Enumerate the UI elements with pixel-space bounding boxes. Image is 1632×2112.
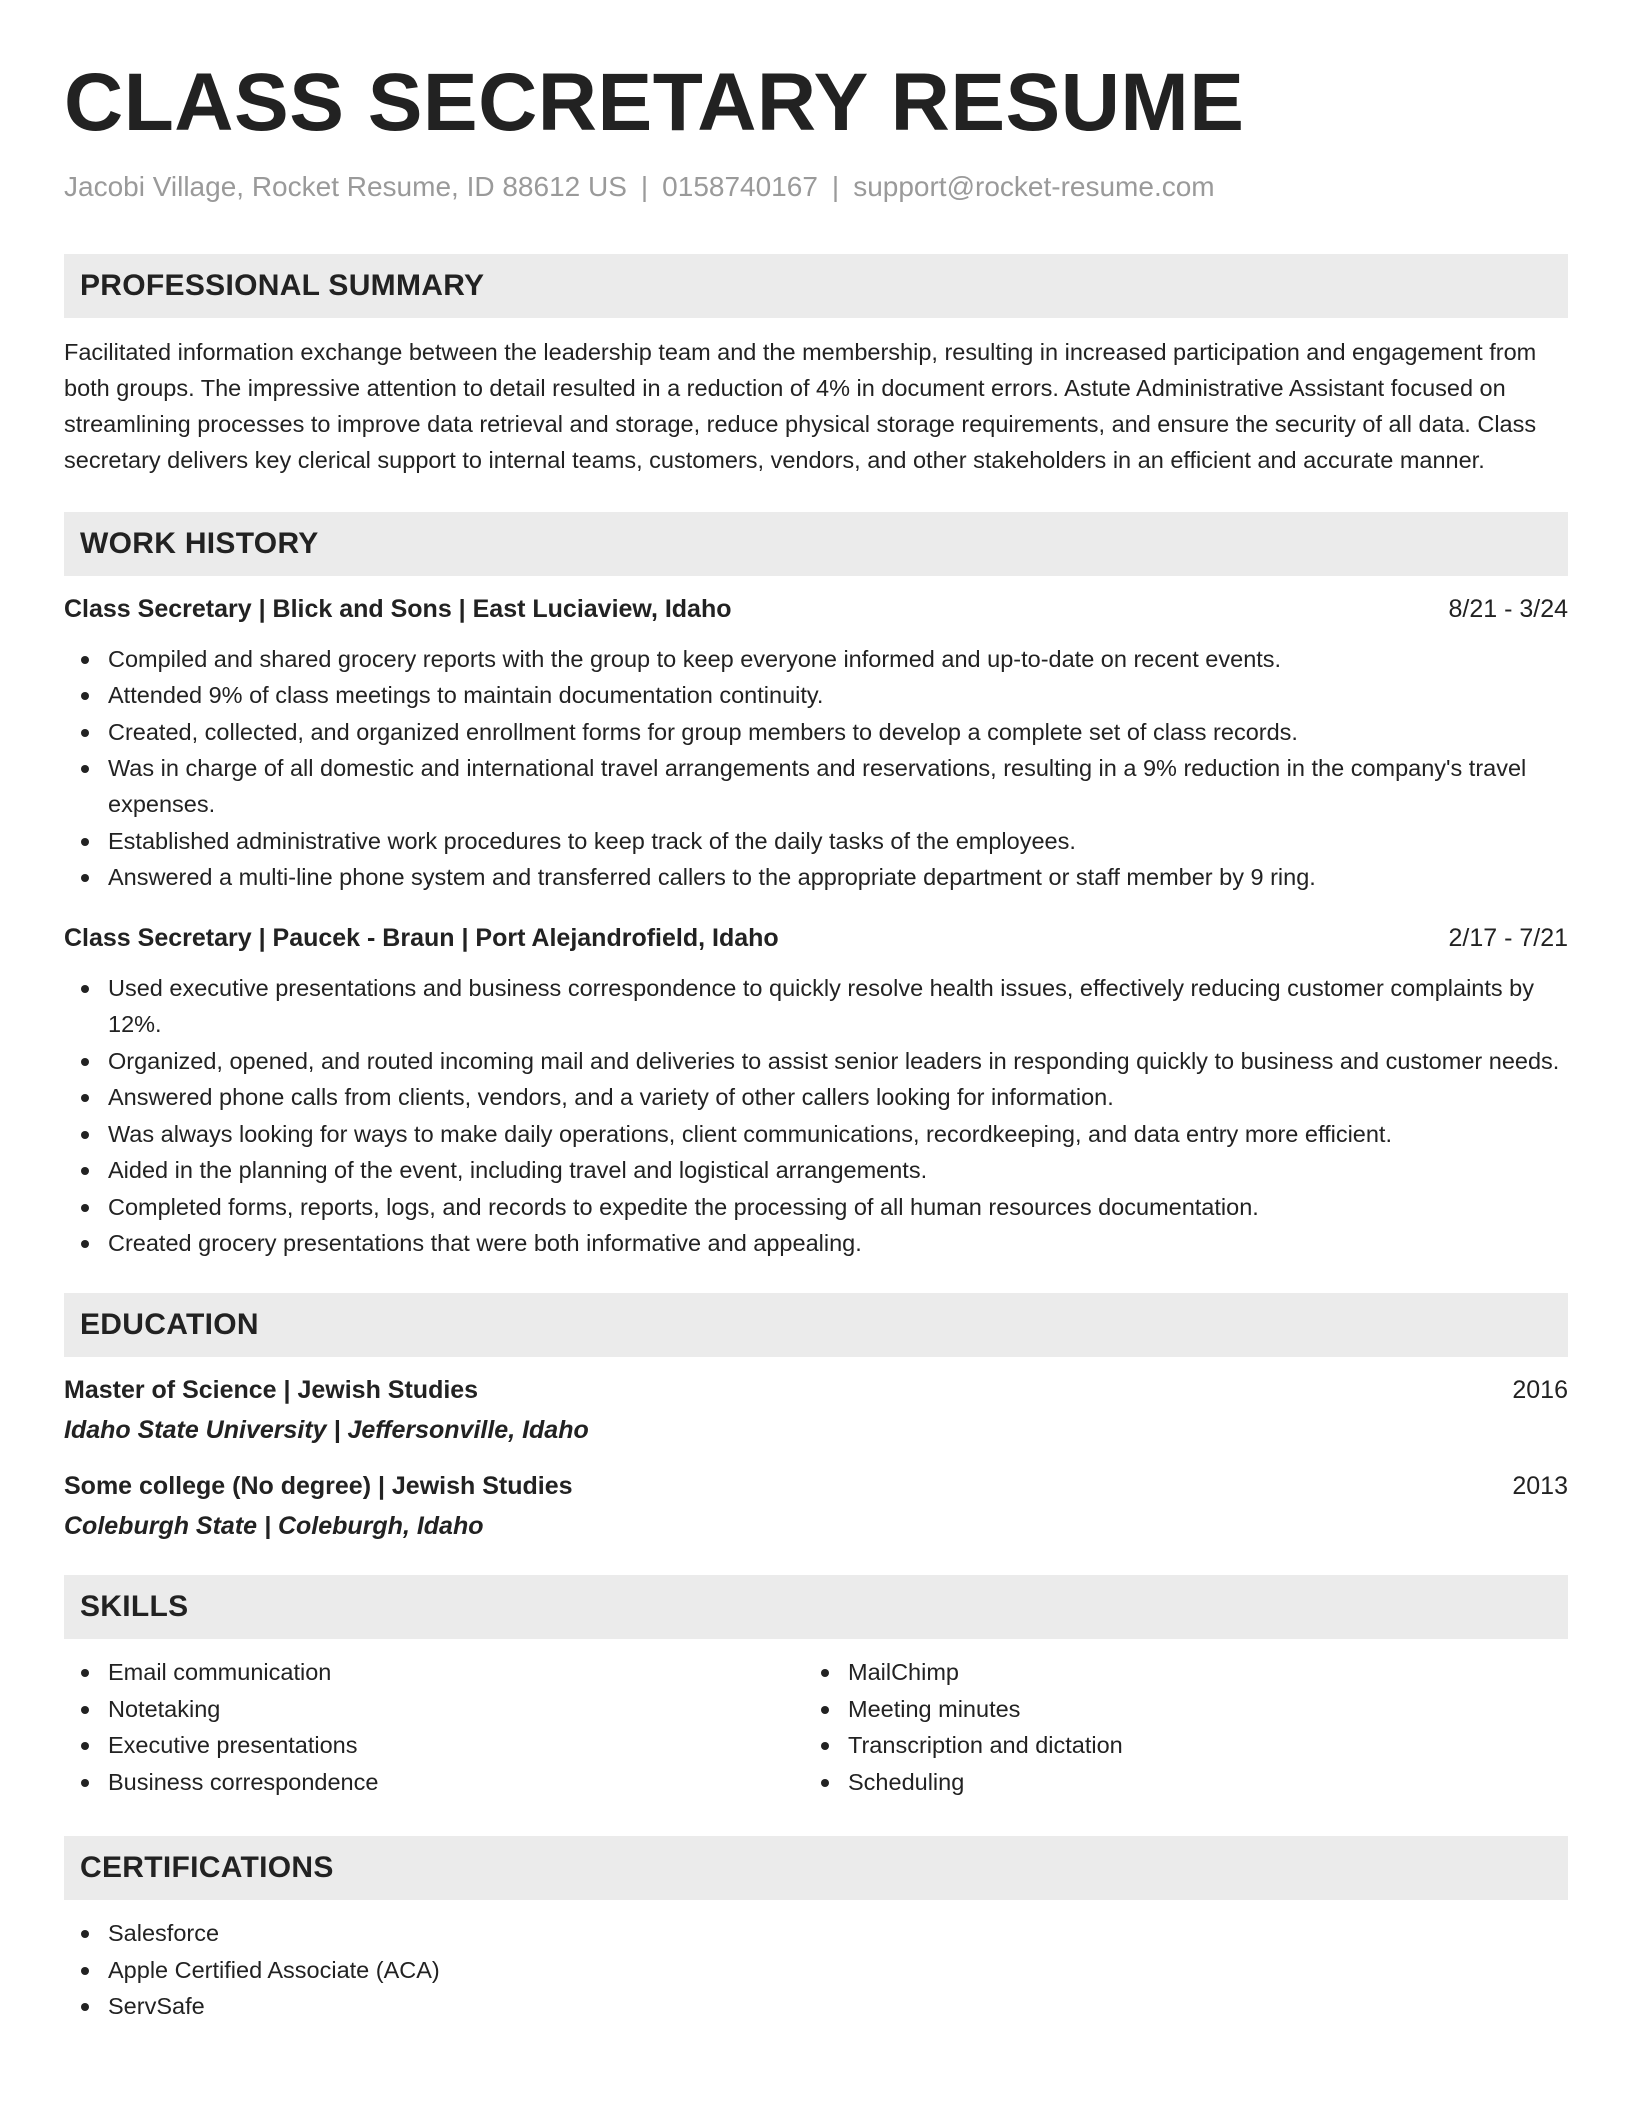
list-item: Salesforce [64,1915,1568,1951]
resume-title: CLASS SECRETARY RESUME [64,57,1245,148]
job-title: Class Secretary | Paucek - Braun | Port Alejandrofield, Idaho [64,924,779,953]
skills-list [64,1654,804,1800]
list-item: Answered phone calls from clients, vendors, and a variety of other callers looking for information. [64,1079,1568,1115]
job-bullet-list [64,970,1568,1261]
list-item: Notetaking [64,1691,804,1727]
list-item: Aided in the planning of the event, including travel and logistical arrangements. [64,1152,1568,1188]
job-heading-row [64,921,1568,955]
skills-columns [64,1654,1568,1800]
education-entry [64,1373,1568,1447]
school-name: Idaho State University | Jeffersonville, Idaho [64,1416,589,1445]
job-title: Class Secretary | Blick and Sons | East Luciaview, Idaho [64,594,732,623]
job-bullet-list [64,641,1568,896]
list-item: Apple Certified Associate (ACA) [64,1952,1568,1988]
list-item: Created, collected, and organized enrollment forms for group members to develop a complete set of class records. [64,714,1568,750]
contact-separator: | [640,171,649,202]
job-entry [64,921,1568,1261]
education-entry [64,1469,1568,1543]
list-item: Completed forms, reports, logs, and records to expedite the processing of all human resources documentation. [64,1189,1568,1225]
list-item: Scheduling [804,1764,1568,1800]
list-item: Answered a multi-line phone system and transferred callers to the appropriate department or staff member by 9 ring. [64,859,1568,895]
section-header-work-history: WORK HISTORY [64,512,1568,576]
skills-column-right [804,1654,1568,1800]
list-item: ServSafe [64,1988,1568,2024]
skills-list [804,1654,1568,1800]
degree-title: Some college (No degree) | Jewish Studies [64,1472,573,1501]
list-item: Established administrative work procedures to keep track of the daily tasks of the employees. [64,823,1568,859]
contact-address: Jacobi Village, Rocket Resume, ID 88612 US [64,171,627,202]
degree-title: Master of Science | Jewish Studies [64,1376,479,1405]
list-item: Used executive presentations and business correspondence to quickly resolve health issues, effectively reducing customer complaints by 12%. [64,970,1568,1042]
contact-line [64,170,1568,204]
summary-paragraph: Facilitated information exchange between the leadership team and the membership, resulting in increased participation and engagement from both groups. The impressive attention to detail resulted in a reduction of 4% in document errors. Astute Administrative Assistant focused on streamlining processes to improve data retrieval and storage, reduce physical storage requirements, and ensure the security of all data. Class secretary delivers key clerical support to internal teams, customers, vendors, and other stakeholders in an efficient and accurate manner. [64,338,1537,473]
education-heading-row [64,1373,1568,1407]
section-header-certifications: CERTIFICATIONS [64,1836,1568,1900]
certifications-list [64,1915,1568,2024]
list-item: Meeting minutes [804,1691,1568,1727]
section-header-skills: SKILLS [64,1575,1568,1639]
list-item: MailChimp [804,1654,1568,1690]
list-item: Created grocery presentations that were both informative and appealing. [64,1225,1568,1261]
job-heading-row [64,592,1568,626]
education-heading-row [64,1469,1568,1503]
list-item: Was always looking for ways to make daily operations, client communications, recordkeeping, and data entry more efficient. [64,1116,1568,1152]
list-item: Attended 9% of class meetings to maintain documentation continuity. [64,677,1568,713]
list-item: Email communication [64,1654,804,1690]
contact-separator: | [831,171,840,202]
section-header-education: EDUCATION [64,1293,1568,1357]
section-header-summary: PROFESSIONAL SUMMARY [64,254,1568,318]
list-item: Executive presentations [64,1727,804,1763]
graduation-year: 2016 [1512,1376,1568,1405]
contact-phone: 0158740167 [662,171,818,202]
job-entry [64,592,1568,896]
job-dates: 2/17 - 7/21 [1448,924,1568,953]
list-item: Organized, opened, and routed incoming mail and deliveries to assist senior leaders in responding quickly to business and customer needs. [64,1043,1568,1079]
list-item: Business correspondence [64,1764,804,1800]
list-item: Was in charge of all domestic and international travel arrangements and reservations, resulting in a 9% reduction in the company's travel expenses. [64,750,1568,822]
list-item: Transcription and dictation [804,1727,1568,1763]
list-item: Compiled and shared grocery reports with the group to keep everyone informed and up-to-date on recent events. [64,641,1568,677]
contact-email: support@rocket-resume.com [853,171,1215,202]
skills-column-left [64,1654,804,1800]
school-name: Coleburgh State | Coleburgh, Idaho [64,1512,484,1541]
graduation-year: 2013 [1512,1472,1568,1501]
job-dates: 8/21 - 3/24 [1448,594,1568,623]
